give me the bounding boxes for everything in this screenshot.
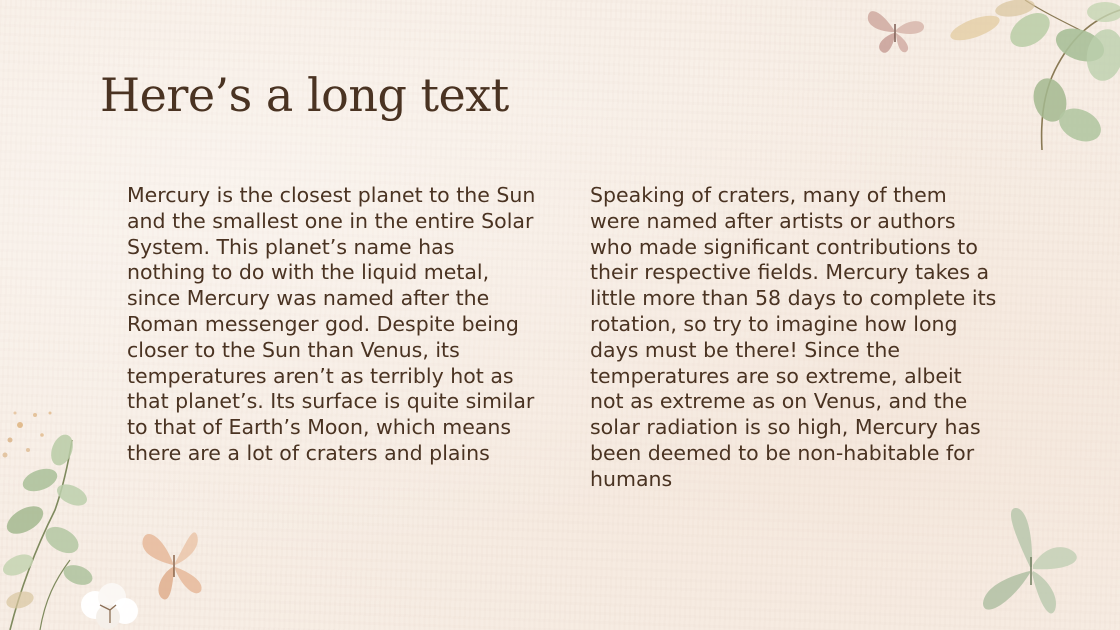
leaf-branch-icon (930, 0, 1120, 160)
butterfly-icon (975, 505, 1085, 625)
butterfly-icon (862, 2, 928, 58)
butterfly-icon (135, 515, 215, 607)
left-paragraph: Mercury is the closest planet to the Sun and the smallest one in the entire Solar System. This planet’s name has nothing to do with the liquid metal, since Mercury was named after the Roman messenger god. Despite being closer to the Sun than Venus, its temperatures aren’t as terribly hot as that planet’s. Its surface is quite similar to that of Earth’s Moon, which means there are a lot of craters and plains (127, 183, 536, 465)
slide-title: Here’s a long text (100, 68, 509, 122)
right-paragraph: Speaking of craters, many of them were named after artists or authors who made significant contributions to their respective fields. Mercury takes a little more than 58 days to complete its rotation, so try to imagine how long days must be there! Since the temperatures are so extreme, albeit not as extreme as on Venus, and the solar radiation is so high, Mercury has been deemed to be non-habitable for humans (590, 183, 997, 491)
